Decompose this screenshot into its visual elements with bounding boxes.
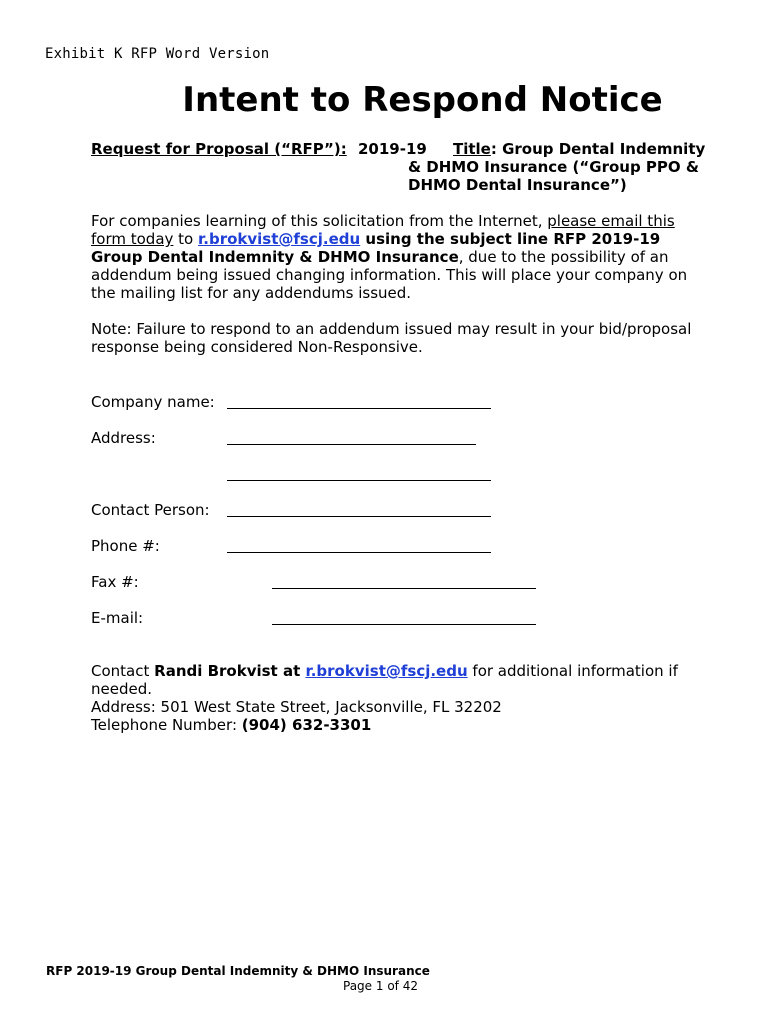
rfp-label: Request for Proposal (“RFP”):: [91, 140, 347, 158]
email-line[interactable]: [272, 624, 536, 625]
to-text: to: [173, 230, 198, 248]
phone-line[interactable]: [227, 552, 491, 553]
contact-line: [91, 662, 711, 698]
footer-page-number: Page 1 of 42: [343, 979, 418, 993]
contact-email-link[interactable]: r.brokvist@fscj.edu: [305, 662, 468, 680]
email-link[interactable]: r.brokvist@fscj.edu: [198, 230, 361, 248]
contact-person-label: Contact Person:: [91, 501, 210, 519]
fax-line[interactable]: [272, 588, 536, 589]
instructions-paragraph: [91, 212, 711, 302]
addendum-text: , due to the possibility of an addendum being issued changing information. This will place your company on the mailing list for any addendums issued.: [91, 248, 688, 302]
contact-prefix: Contact: [91, 662, 155, 680]
footer-rfp-title: RFP 2019-19 Group Dental Indemnity & DHMO Insurance: [46, 964, 430, 978]
company-name-line[interactable]: [227, 408, 491, 409]
page-title: Intent to Respond Notice: [182, 80, 663, 120]
rfp-title-line2: & DHMO Insurance (“Group PPO &: [408, 158, 699, 176]
address-label: Address:: [91, 429, 156, 447]
subject-line-text: using the subject line RFP 2019-19 Group Dental Indemnity & DHMO Insurance: [91, 230, 661, 266]
contact-suffix: for additional information if needed.: [91, 662, 678, 698]
intro-text: For companies learning of this solicitation from the Internet,: [91, 212, 548, 230]
contact-address: Address: 501 West State Street, Jacksonville, FL 32202: [91, 698, 502, 716]
exhibit-label: Exhibit K RFP Word Version: [45, 46, 270, 62]
contact-block: [91, 662, 711, 734]
rfp-title-line1: [453, 140, 705, 158]
fax-label: Fax #:: [91, 573, 139, 591]
address-line-2[interactable]: [227, 480, 491, 481]
telephone-number: (904) 632-3301: [241, 716, 372, 734]
email-request-text: please email this form today: [91, 212, 675, 248]
address-line-1[interactable]: [227, 444, 476, 445]
telephone-label: Telephone Number:: [91, 716, 242, 734]
rfp-title-text: : Group Dental Indemnity: [490, 140, 706, 158]
contact-person-line[interactable]: [227, 516, 491, 517]
rfp-title-line3: DHMO Dental Insurance”): [408, 176, 627, 194]
company-name-label: Company name:: [91, 393, 215, 411]
contact-telephone: [91, 716, 711, 734]
email-label: E-mail:: [91, 609, 144, 627]
rfp-title-word: Title: [453, 140, 491, 158]
contact-name: Randi Brokvist at: [154, 662, 306, 680]
note-paragraph: Note: Failure to respond to an addendum issued may result in your bid/proposal response being considered Non-Responsive.: [91, 320, 692, 356]
phone-label: Phone #:: [91, 537, 160, 555]
rfp-number: 2019-19: [358, 140, 427, 158]
